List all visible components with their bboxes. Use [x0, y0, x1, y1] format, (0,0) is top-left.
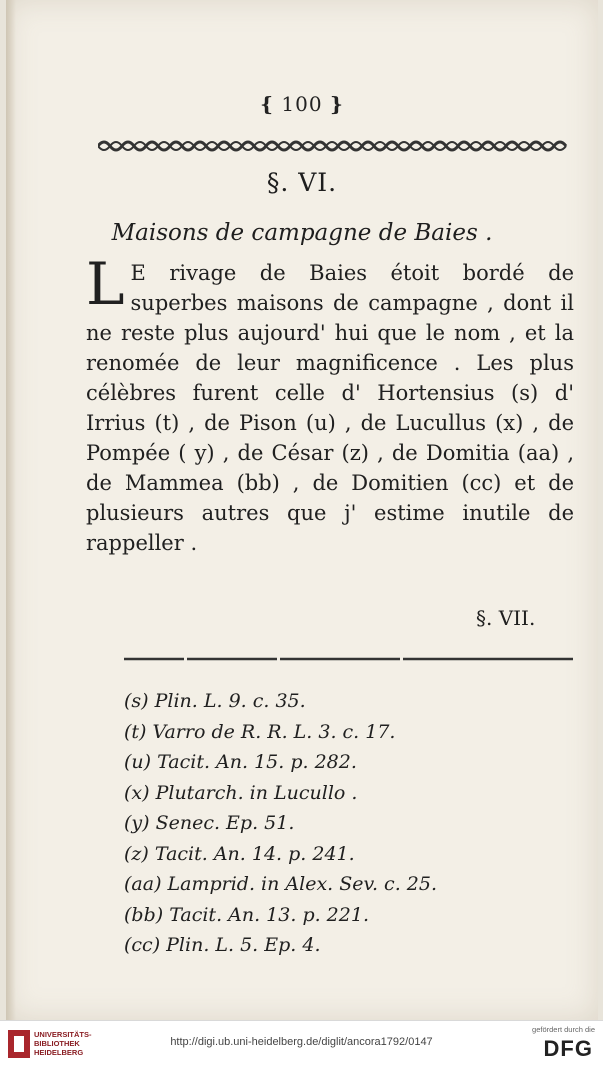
footnote: (z) Tacit. An. 14. p. 241.	[124, 842, 355, 865]
footnote: (x) Plutarch. in Lucullo .	[124, 781, 358, 804]
page-gutter-shadow	[6, 0, 16, 1020]
dfg-logo[interactable]: DFG	[543, 1036, 593, 1061]
ornamental-divider	[98, 138, 568, 154]
footnote: (t) Varro de R. R. L. 3. c. 17.	[124, 720, 396, 743]
footnote: (aa) Lamprid. in Alex. Sev. c. 25.	[124, 873, 437, 895]
page-number-right-bracket: }	[329, 92, 344, 116]
footnote-rule	[124, 656, 576, 662]
page-number	[6, 92, 598, 116]
body-paragraph-text: E rivage de Baies étoit bordé de superbes maisons de campagne , dont il ne reste plus aujourd' hui que le nom , et la renomée de leur magnificence . Les plus célèbres furent celle d' Hortensius (s) d' Irrius (t) , de Pison (u) , de Lucullus (x) , de Pompée ( y) , de César (z) , de Domitia (aa) , de Mammea (bb) , de Domitien (cc) et de plusieurs autres que j' estime inutile de rappeller .	[86, 261, 574, 555]
viewer-footer	[0, 1020, 603, 1067]
body-paragraph	[86, 250, 574, 558]
drop-cap: L	[86, 250, 125, 318]
footnote: (cc) Plin. L. 5. Ep. 4.	[124, 934, 321, 956]
section-heading: §. VI.	[266, 168, 338, 197]
page-number-value: 100	[281, 92, 323, 116]
footnote: (u) Tacit. An. 15. p. 282.	[124, 751, 357, 773]
permalink-url[interactable]: http://digi.ub.uni-heidelberg.de/diglit/ancora1792/0147	[170, 1036, 433, 1048]
university-library-logo-text[interactable]: UNIVERSITÄTS- BIBLIOTHEK HEIDELBERG	[34, 1030, 92, 1057]
footnotes	[124, 686, 544, 961]
funding-note: gefördert durch die	[532, 1025, 595, 1034]
section-subtitle: Maisons de campagne de Baies .	[111, 220, 493, 246]
scanned-page	[6, 0, 598, 1020]
footnote: (y) Senec. Ep. 51.	[124, 812, 295, 834]
next-section-heading: §. VII.	[476, 606, 536, 630]
footnote: (bb) Tacit. An. 13. p. 221.	[124, 903, 369, 926]
page-number-left-bracket: {	[260, 92, 275, 116]
footnote: (s) Plin. L. 9. c. 35.	[124, 690, 306, 712]
